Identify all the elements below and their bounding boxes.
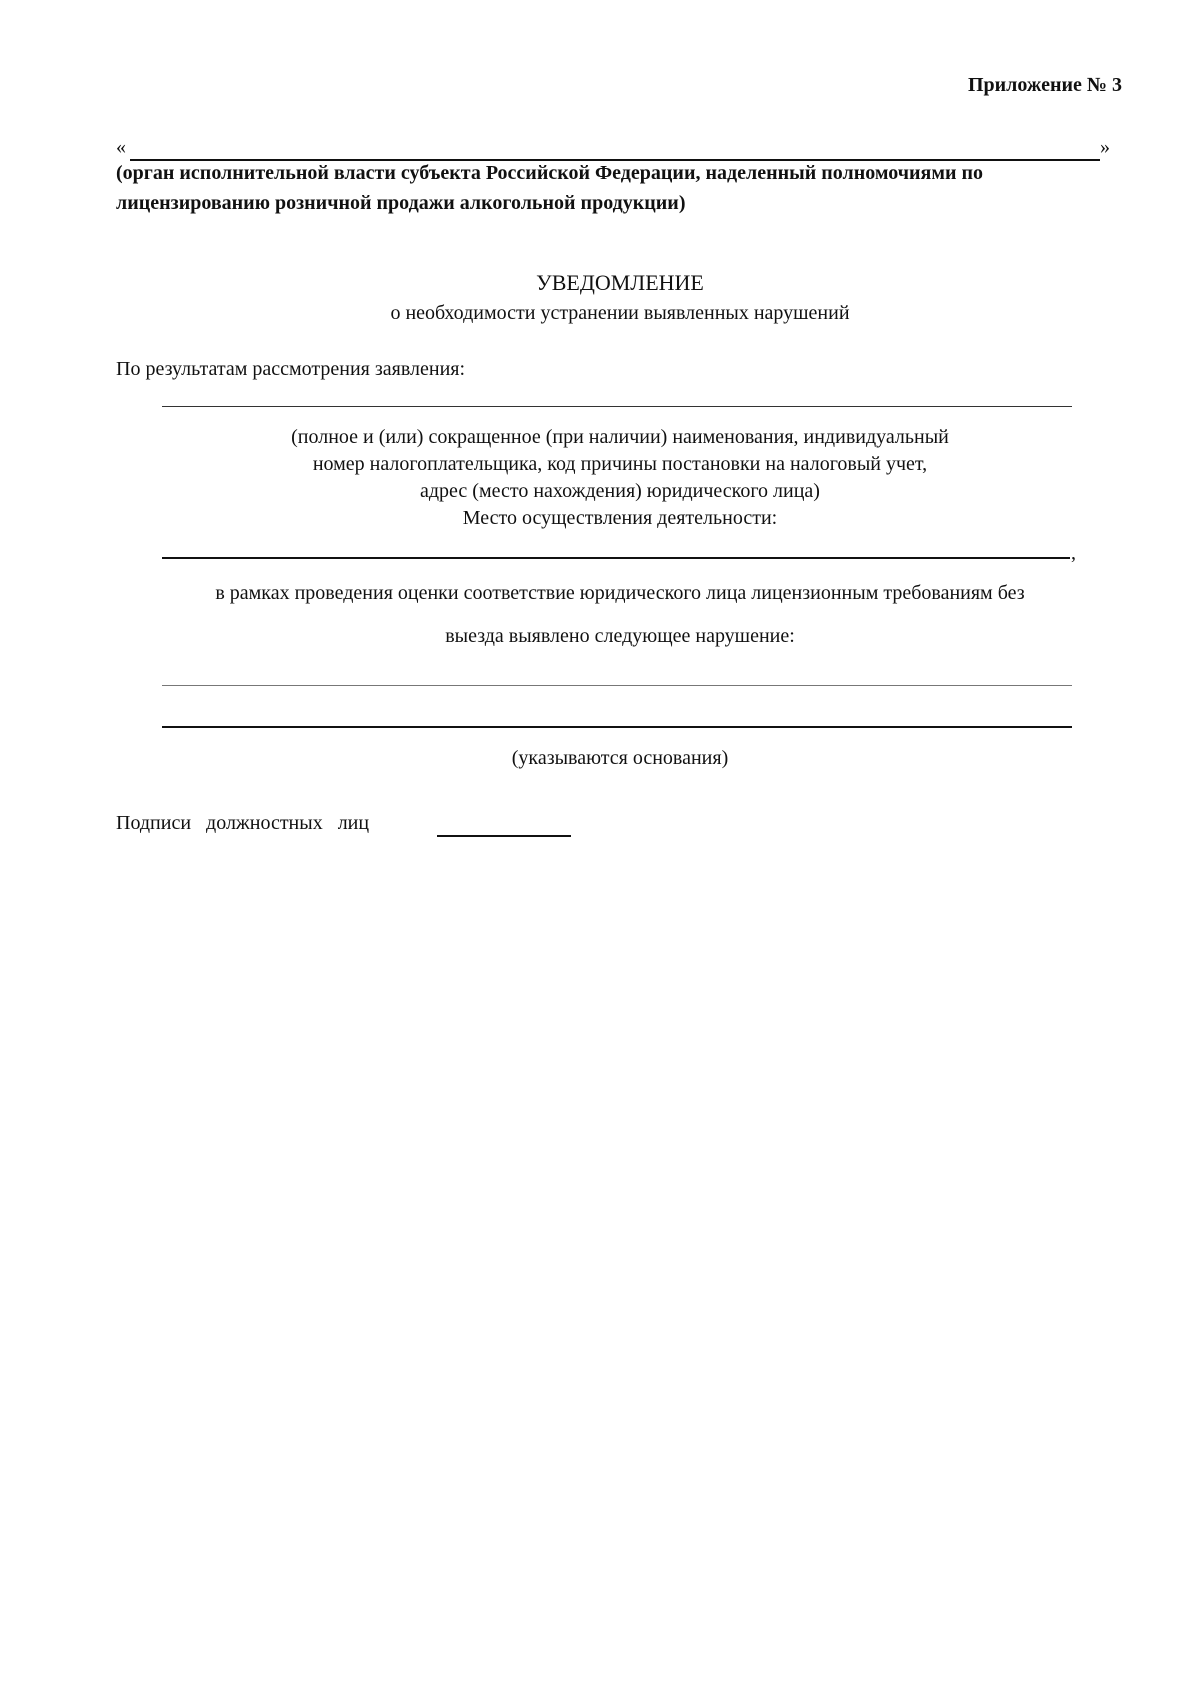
assessment-line1: в рамках проведения оценки соответствие юридического лица лицензионным требованиям без [215, 582, 1025, 604]
document-subtitle: о необходимости устранении выявленных нарушений [390, 302, 850, 324]
violation-blank-line-1 [162, 685, 1072, 686]
grounds-caption: (указываются основания) [511, 747, 729, 769]
signatures-label: Подписи должностных лиц [116, 812, 370, 834]
entity-blank-line [162, 406, 1072, 407]
location-comma: , [1071, 542, 1076, 564]
location-blank-line [162, 557, 1070, 559]
appendix-number: Приложение № 3 [967, 74, 1122, 96]
intro-text: По результатам рассмотрения заявления: [116, 358, 466, 380]
entity-caption-line3: адрес (место нахождения) юридического лица) [420, 480, 820, 502]
authority-close-quote: » [1100, 136, 1110, 158]
authority-caption-line2: лицензированию розничной продажи алкогольной продукции) [116, 192, 686, 214]
signature-blank-line [437, 835, 571, 837]
authority-open-quote: « [116, 136, 126, 158]
entity-caption-line1: (полное и (или) сокращенное (при наличии) наименования, индивидуальный [291, 426, 949, 448]
authority-caption-line1: (орган исполнительной власти субъекта Российской Федерации, наделенный полномочиями по [116, 162, 984, 184]
violation-blank-line-2 [162, 726, 1072, 728]
assessment-line2: выезда выявлено следующее нарушение: [445, 625, 795, 647]
entity-caption-line2: номер налогоплательщика, код причины постановки на налоговый учет, [312, 453, 928, 475]
document-title: УВЕДОМЛЕНИЕ [536, 270, 704, 295]
location-label: Место осуществления деятельности: [462, 507, 778, 529]
